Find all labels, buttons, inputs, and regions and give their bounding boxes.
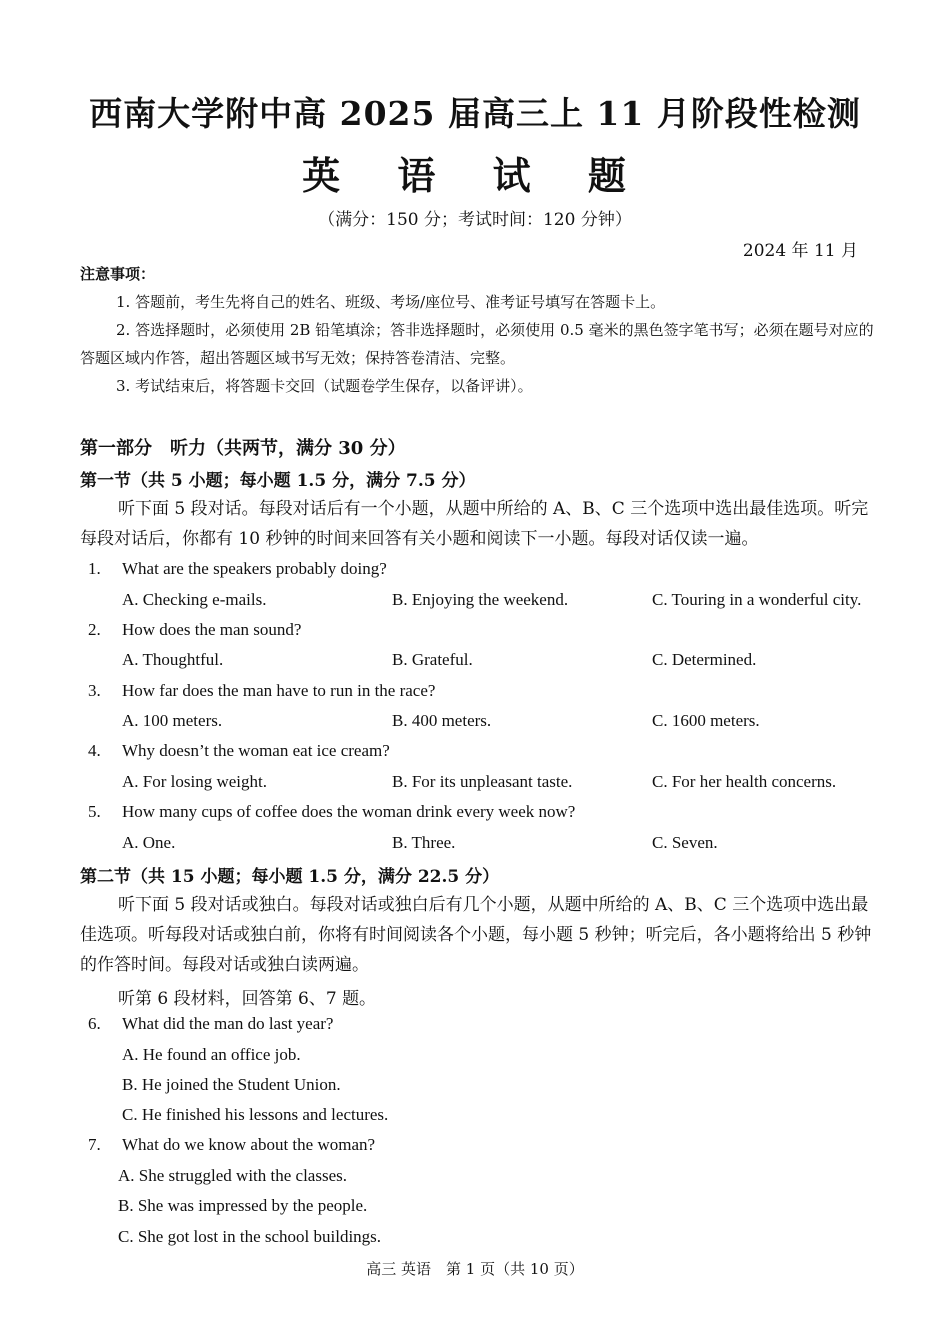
score-info: （满分：150 分；考试时间：120 分钟） — [318, 210, 632, 230]
section2-instructions: 听下面 5 段对话或独白。每段对话或独白后有几个小题，从题中所给的 A、B、C 三个选项中选出最佳选项。听每段对话或独白前，你将有时间阅读各个小题，每小题 5 秒钟；听完后，各小题将给出 5 秒钟的作答时间。每段对话或独白读两遍。 — [80, 895, 872, 975]
question-7 — [88, 1135, 375, 1155]
q6-option-a: A. He found an office job. — [122, 1045, 301, 1064]
exam-date: 2024 年 11 月 — [742, 241, 858, 261]
part1-heading: 第一部分 听力（共两节，满分 30 分） — [80, 438, 406, 459]
page-footer: 高三 英语 第 1 页（共 10 页） — [366, 1260, 584, 1278]
question-3 — [88, 681, 435, 701]
question-number: 7. — [88, 1135, 101, 1154]
question-4 — [88, 741, 390, 761]
question-number: 2. — [88, 620, 101, 639]
q2-option-b: B. Grateful. — [392, 650, 473, 669]
material-note: 听第 6 段材料，回答第 6、7 题。 — [118, 989, 377, 1009]
notice-heading: 注意事项： — [80, 265, 156, 283]
question-number: 4. — [88, 741, 101, 760]
q2-option-a: A. Thoughtful. — [122, 650, 224, 669]
question-number: 5. — [88, 802, 101, 821]
q4-option-c: C. For her health concerns. — [652, 772, 837, 791]
question-6 — [88, 1014, 333, 1034]
question-text: What do we know about the woman? — [122, 1135, 376, 1154]
question-text: What did the man do last year? — [122, 1014, 334, 1033]
exam-title: 西南大学附中高 2025 届高三上 11 月阶段性检测 — [89, 94, 861, 133]
q1-option-a: A. Checking e-mails. — [122, 590, 267, 609]
q7-option-c: C. She got lost in the school buildings. — [118, 1227, 382, 1246]
question-number: 1. — [88, 559, 101, 578]
subject-title: 英 语 试 题 — [302, 153, 648, 198]
q5-option-a: A. One. — [122, 833, 176, 852]
q3-option-c: C. 1600 meters. — [652, 711, 760, 730]
notice-item-3: 3. 考试结束后，将答题卡交回（试题卷学生保存，以备评讲）。 — [116, 377, 533, 395]
question-1 — [88, 559, 387, 579]
q6-option-b: B. He joined the Student Union. — [122, 1075, 341, 1094]
section2-heading: 第二节（共 15 小题；每小题 1.5 分，满分 22.5 分） — [80, 867, 500, 887]
notice-item-2: 2. 答选择题时，必须使用 2B 铅笔填涂；答非选择题时，必须使用 0.5 毫米的黑色签字笔书写；必须在题号对应的答题区域内作答，超出答题区域书写无效；保持答卷清洁、完整。 — [80, 321, 874, 367]
q3-option-a: A. 100 meters. — [122, 711, 223, 730]
section1-instructions: 听下面 5 段对话。每段对话后有一个小题，从题中所给的 A、B、C 三个选项中选出最佳选项。听完每段对话后，你都有 10 秒钟的时间来回答有关小题和阅读下一小题。每段对话仅读一遍。 — [80, 499, 869, 549]
question-number: 6. — [88, 1014, 101, 1033]
q7-option-a: A. She struggled with the classes. — [118, 1166, 347, 1185]
q1-option-c: C. Touring in a wonderful city. — [652, 590, 862, 609]
notice-item-1: 1. 答题前，考生先将自己的姓名、班级、考场/座位号、准考证号填写在答题卡上。 — [116, 293, 666, 311]
question-text: How far does the man have to run in the race? — [122, 681, 436, 700]
q6-option-c: C. He finished his lessons and lectures. — [122, 1105, 389, 1124]
q2-option-c: C. Determined. — [652, 650, 757, 669]
question-5 — [88, 802, 575, 822]
q5-option-b: B. Three. — [392, 833, 456, 852]
q1-option-b: B. Enjoying the weekend. — [392, 590, 569, 609]
q4-option-a: A. For losing weight. — [122, 772, 267, 791]
question-number: 3. — [88, 681, 101, 700]
question-2 — [88, 620, 301, 640]
question-text: Why doesn’t the woman eat ice cream? — [122, 741, 390, 760]
q4-option-b: B. For its unpleasant taste. — [392, 772, 573, 791]
q5-option-c: C. Seven. — [652, 833, 718, 852]
section1-heading: 第一节（共 5 小题；每小题 1.5 分，满分 7.5 分） — [80, 471, 476, 491]
q7-option-b: B. She was impressed by the people. — [118, 1196, 368, 1215]
question-text: How many cups of coffee does the woman drink every week now? — [122, 802, 576, 821]
q3-option-b: B. 400 meters. — [392, 711, 492, 730]
question-text: What are the speakers probably doing? — [122, 559, 387, 578]
question-text: How does the man sound? — [122, 620, 302, 639]
